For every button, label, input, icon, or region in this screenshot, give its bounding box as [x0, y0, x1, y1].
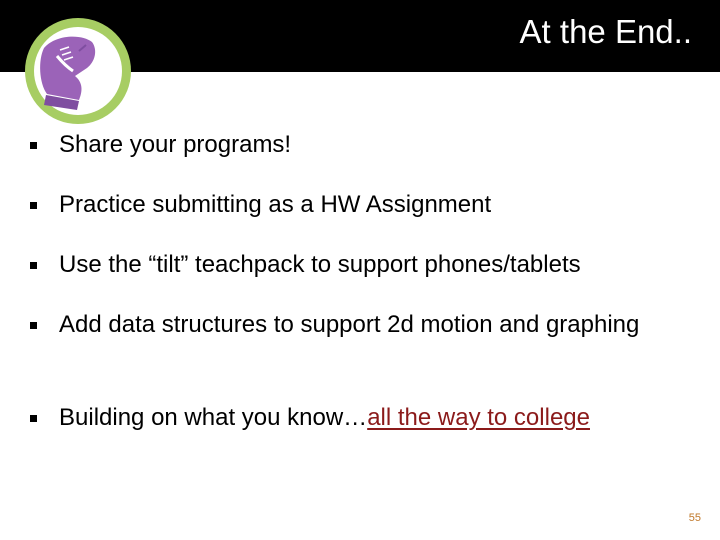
bullet-text: Add data structures to support 2d motion and graphing	[59, 311, 640, 338]
bullet-text: Use the “tilt” teachpack to support phones/tablets	[59, 251, 581, 278]
bullet-marker	[30, 262, 37, 269]
boxing-glove-icon	[24, 17, 132, 125]
bullet-text: Practice submitting as a HW Assignment	[59, 191, 492, 218]
slide-title: At the End..	[519, 13, 692, 50]
bullet-marker	[30, 322, 37, 329]
bullet-marker	[30, 202, 37, 209]
college-link[interactable]: all the way to college	[367, 404, 590, 431]
bullet-marker	[30, 415, 37, 422]
bullet-marker	[30, 142, 37, 149]
bullet-text-prefix: Building on what you know…	[59, 404, 368, 431]
bullet-text	[59, 401, 689, 435]
bullet-text: Share your programs!	[59, 131, 292, 158]
page-number: 55	[688, 512, 701, 524]
